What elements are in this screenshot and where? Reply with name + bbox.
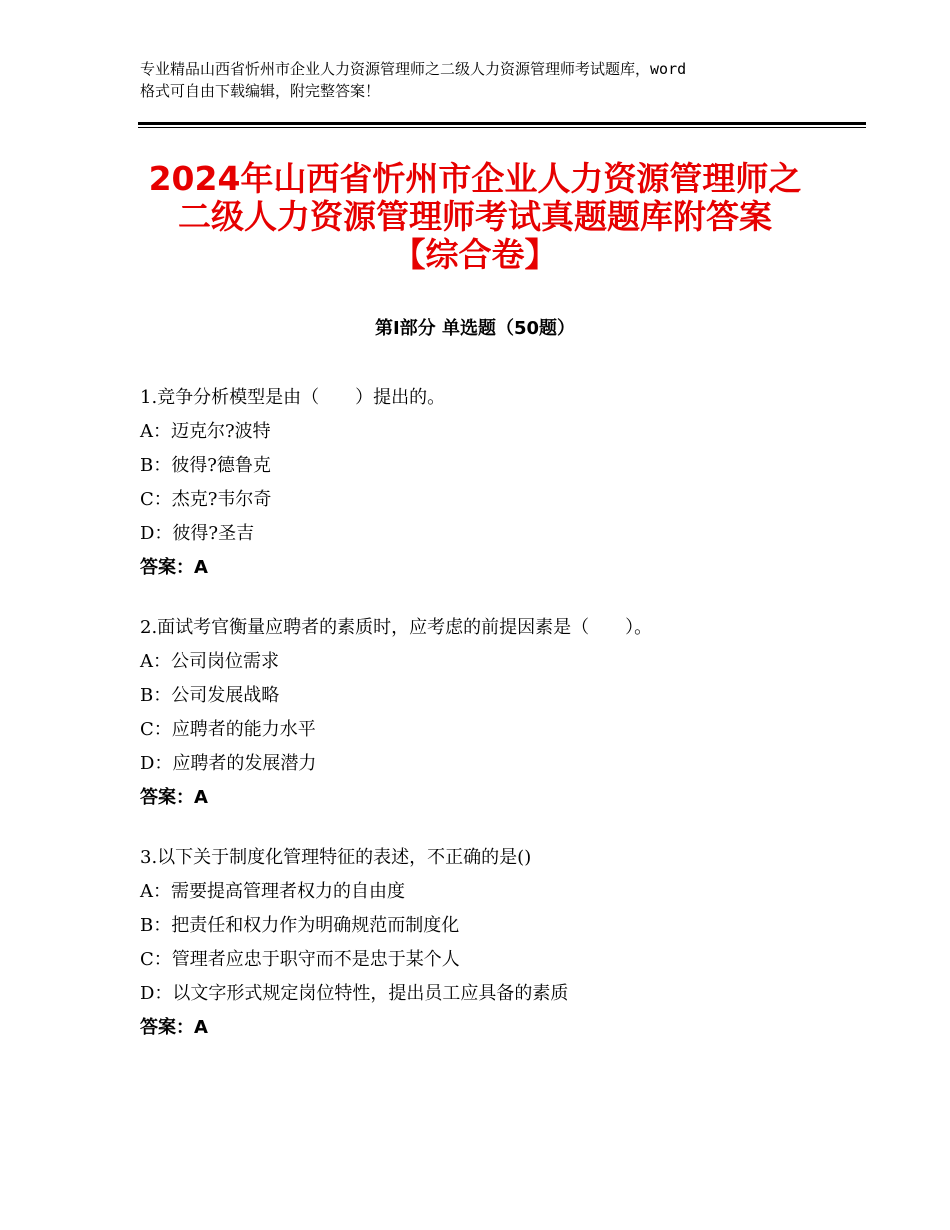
question-3 xyxy=(140,841,840,1045)
question-2 xyxy=(140,611,840,815)
title-line-3: 【综合卷】 xyxy=(392,235,558,274)
option-a: A：需要提高管理者权力的自由度 xyxy=(140,881,405,902)
option-c: C：管理者应忠于职守而不是忠于某个人 xyxy=(140,949,460,970)
header-divider-thin xyxy=(138,127,866,128)
header-note-line-2: 格式可自由下载编辑，附完整答案！ xyxy=(140,82,381,100)
option-a: A：迈克尔?波特 xyxy=(140,421,271,442)
question-stem: 1.竞争分析模型是由（ ）提出的。 xyxy=(140,387,446,408)
option-b: B：把责任和权力作为明确规范而制度化 xyxy=(140,915,460,936)
document-title xyxy=(100,160,850,274)
question-stem: 3.以下关于制度化管理特征的表述，不正确的是() xyxy=(140,847,532,868)
header-divider-thick xyxy=(138,122,866,125)
question-list xyxy=(140,381,840,1071)
answer: 答案：A xyxy=(140,1017,208,1038)
answer: 答案：A xyxy=(140,787,208,808)
option-c: C：杰克?韦尔奇 xyxy=(140,489,272,510)
title-line-2: 二级人力资源管理师考试真题题库附答案 xyxy=(178,197,772,236)
question-stem: 2.面试考官衡量应聘者的素质时，应考虑的前提因素是（ ）。 xyxy=(140,617,653,638)
option-b: B：彼得?德鲁克 xyxy=(140,455,271,476)
option-b: B：公司发展战略 xyxy=(140,685,280,706)
question-1 xyxy=(140,381,840,585)
header-note-line-1: 专业精品山西省忻州市企业人力资源管理师之二级人力资源管理师考试题库，word xyxy=(140,60,687,78)
option-a: A：公司岗位需求 xyxy=(140,651,279,672)
answer: 答案：A xyxy=(140,557,208,578)
title-line-1: 2024年山西省忻州市企业人力资源管理师之 xyxy=(148,159,802,198)
header-note xyxy=(140,58,830,102)
option-c: C：应聘者的能力水平 xyxy=(140,719,316,740)
option-d: D：以文字形式规定岗位特性，提出员工应具备的素质 xyxy=(140,983,569,1004)
option-d: D：彼得?圣吉 xyxy=(140,523,255,544)
section-heading: 第Ⅰ部分 单选题（50题） xyxy=(374,318,575,339)
option-d: D：应聘者的发展潜力 xyxy=(140,753,317,774)
